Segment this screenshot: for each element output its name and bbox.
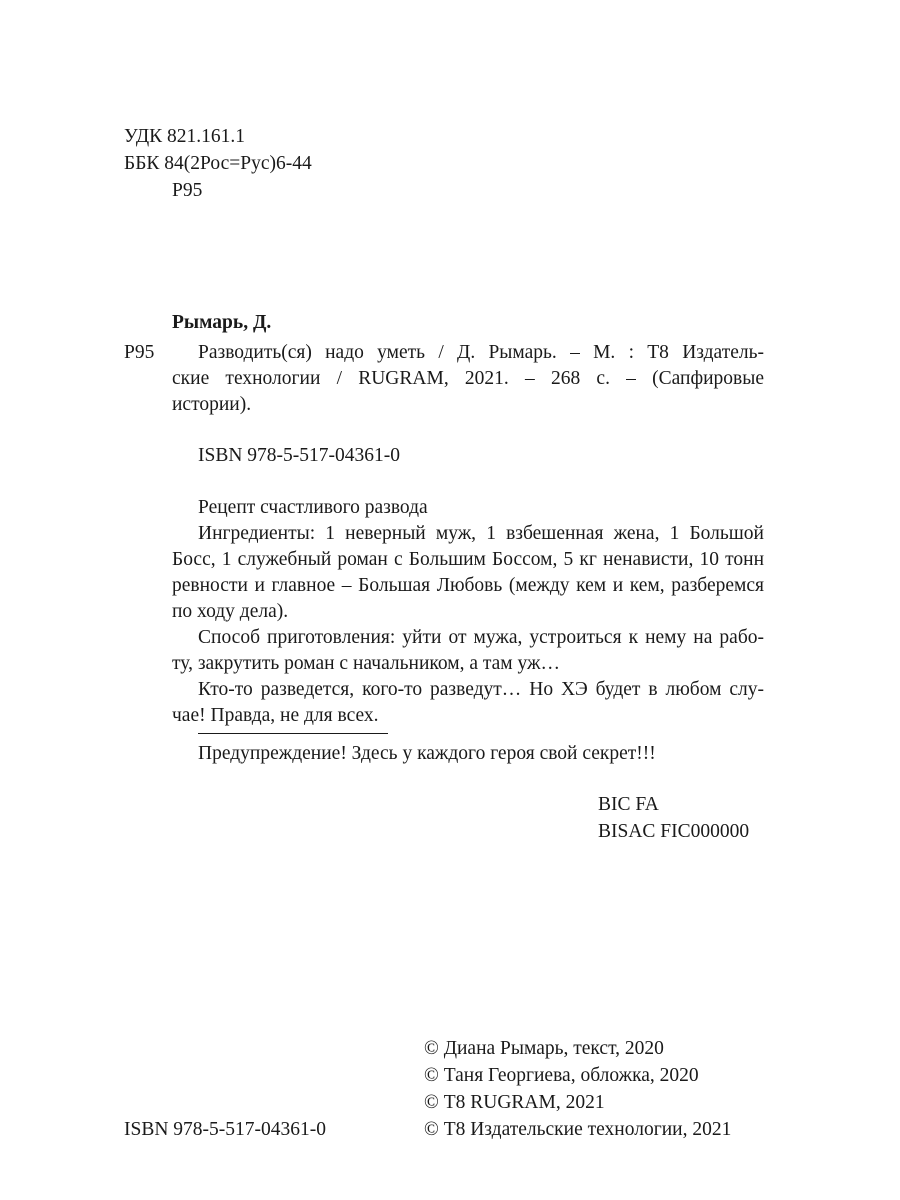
ingredients-line-3: ревности и главное – Большая Любовь (между кем и кем, разберемся bbox=[172, 575, 764, 596]
udk-code: УДК 821.161.1 bbox=[124, 126, 246, 147]
method-line-1: Способ приготовления: уйти от мужа, устроиться к нему на рабо- bbox=[198, 627, 764, 648]
bbk-code: ББК 84(2Рос=Рус)6-44 bbox=[124, 153, 312, 174]
copyright-line-3: © Т8 RUGRAM, 2021 bbox=[424, 1092, 605, 1113]
warning-text: Предупреждение! Здесь у каждого героя свой секрет!!! bbox=[198, 743, 656, 764]
ingredients-line-2: Босс, 1 служебный роман с Большим Боссом, 5 кг ненависти, 10 тонн bbox=[172, 549, 764, 570]
footer-isbn: ISBN 978-5-517-04361-0 bbox=[124, 1119, 327, 1140]
footnote-divider bbox=[198, 733, 388, 734]
bisac-code: BISAC FIC000000 bbox=[598, 821, 750, 842]
author-mark-entry: Р95 bbox=[124, 342, 155, 363]
entry-isbn: ISBN 978-5-517-04361-0 bbox=[198, 445, 401, 466]
bic-code: BIC FA bbox=[598, 794, 659, 815]
ingredients-line-4: по ходу дела). bbox=[172, 601, 289, 622]
annotation-title: Рецепт счастливого развода bbox=[198, 497, 428, 518]
ending-line-1: Кто-то разведется, кого-то разведут… Но ХЭ будет в любом слу- bbox=[198, 679, 764, 700]
copyright-line-2: © Таня Георгиева, обложка, 2020 bbox=[424, 1065, 699, 1086]
method-line-2: ту, закрутить роман с начальником, а там уж… bbox=[172, 653, 560, 674]
description-line-1: Разводить(ся) надо уметь / Д. Рымарь. – М. : Т8 Издатель- bbox=[198, 342, 764, 363]
copyright-line-4: © Т8 Издательские технологии, 2021 bbox=[424, 1119, 732, 1140]
description-line-3: истории). bbox=[172, 394, 252, 415]
ending-line-2: чае! Правда, не для всех. bbox=[172, 705, 379, 726]
author-mark-top: Р95 bbox=[172, 180, 203, 201]
author-name: Рымарь, Д. bbox=[172, 312, 272, 333]
description-line-2: ские технологии / RUGRAM, 2021. – 268 с. – (Сапфировые bbox=[172, 368, 764, 389]
copyright-line-1: © Диана Рымарь, текст, 2020 bbox=[424, 1038, 664, 1059]
ingredients-line-1: Ингредиенты: 1 неверный муж, 1 взбешенная жена, 1 Большой bbox=[198, 523, 764, 544]
